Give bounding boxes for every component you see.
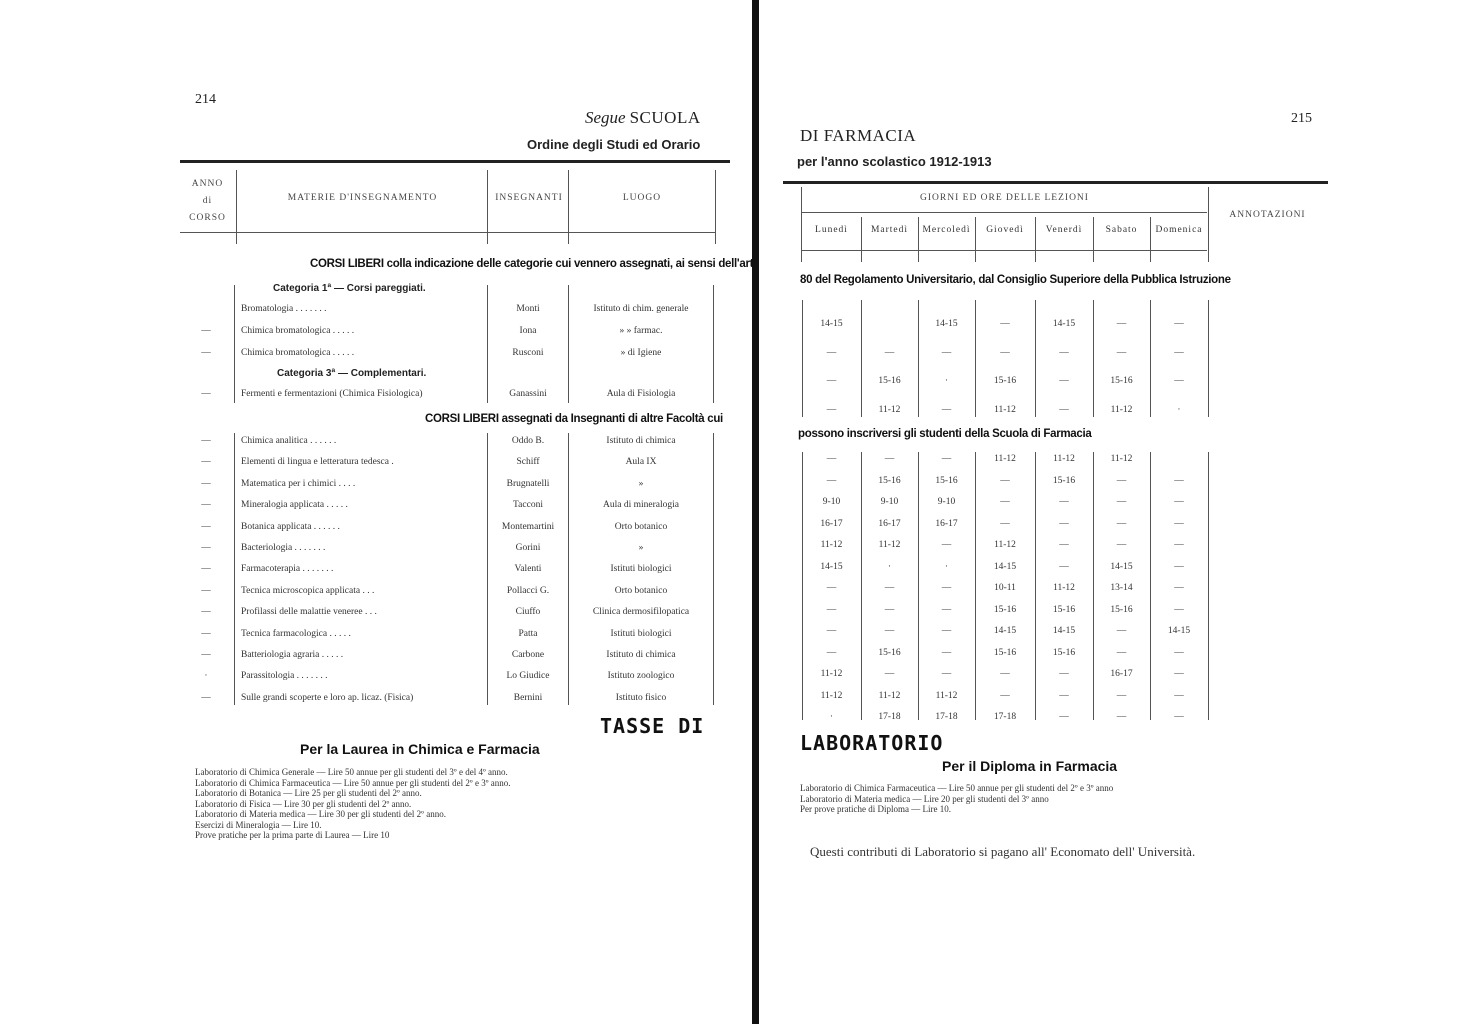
schedule-cell: 14-15 [1052, 626, 1076, 636]
col-anno: ANNO di CORSO [189, 179, 226, 223]
schedule-cell: 9-10 [880, 497, 899, 507]
row-anno: — [201, 478, 211, 489]
fee-line: Laboratorio di Chimica Generale — Lire 50 annue per gli studenti del 3º e del 4º anno. [195, 767, 508, 777]
schedule-divider [1093, 300, 1094, 417]
schedule-divider [1208, 300, 1209, 417]
schedule-cell: — [1116, 712, 1127, 722]
schedule-cell: — [1059, 518, 1069, 529]
schedule-cell: — [941, 347, 952, 358]
row-materia: Parassitologia . . . . . . . [241, 671, 328, 682]
row-insegnante: Schiff [516, 457, 540, 468]
schedule-cell: — [1059, 376, 1069, 386]
schedule-cell: 15-16 [993, 647, 1017, 658]
schedule-cell: — [941, 604, 952, 615]
row-materia: Botanica applicata . . . . . . [241, 521, 340, 532]
row-luogo: Istituti biologici [610, 628, 672, 639]
schedule-cell: — [1000, 669, 1010, 679]
schedule-divider [1150, 300, 1151, 417]
schedule-cell: — [1174, 669, 1184, 679]
schedule-cell: 13-14 [1110, 583, 1133, 593]
schedule-cell: — [826, 626, 837, 636]
header-word: SCUOLA [629, 108, 701, 127]
header-italic: Segue [585, 108, 626, 127]
row-insegnante: Ganassini [509, 389, 547, 399]
row-insegnante: Patta [518, 628, 538, 639]
schedule-cell: 15-16 [1052, 647, 1076, 658]
schedule-cell: — [1174, 583, 1184, 593]
schedule-cell: — [1000, 347, 1010, 358]
schedule-cell: 11-12 [994, 404, 1016, 415]
schedule-cell: — [1116, 475, 1127, 486]
schedule-cell: 11-12 [820, 540, 843, 550]
row-luogo: Clinica dermosifilopatica [592, 607, 690, 618]
top-rule-left [180, 160, 730, 163]
corsi-liberi-heading-1: CORSI LIBERI colla indicazione delle categorie cui vennero assegnati, ai sensi dell'art. [310, 258, 757, 270]
schedule-cell: — [1174, 561, 1184, 572]
row-materia: Sulle grandi scoperte e loro ap. licaz. (Fisica) [241, 692, 414, 703]
annotazioni-header: ANNOTAZIONI [1229, 210, 1306, 220]
page-header-right: DI FARMACIA [800, 126, 917, 145]
schedule-cell: 9-10 [822, 497, 841, 507]
schedule-cell: — [1174, 647, 1184, 658]
row-luogo: Orto botanico [614, 585, 668, 596]
row-luogo: Istituto di chimica [606, 650, 676, 660]
schedule-cell: 16-17 [878, 518, 901, 529]
schedule-divider [861, 300, 862, 417]
schedule-cell: 11-12 [1110, 404, 1133, 415]
row-materia: Profilassi delle malattie veneree . . . [241, 607, 377, 618]
schedule-cell: — [1174, 690, 1184, 701]
schedule-cell: 11-12 [878, 690, 901, 701]
fee-line: Laboratorio di Fisica — Lire 30 per gli studenti del 2º anno. [195, 798, 412, 809]
row-materia: Elementi di lingua e letteratura tedesca . [241, 457, 394, 468]
schedule-cell: 14-15 [1052, 319, 1076, 329]
row-anno: — [201, 326, 211, 336]
schedule-cell: — [1116, 626, 1127, 636]
schedule-cell: 16-17 [1110, 669, 1133, 679]
row-insegnante: Bernini [513, 692, 543, 703]
row-materia: Chimica bromatologica . . . . . [241, 348, 355, 358]
laurea-fees-list [195, 767, 510, 841]
schedule-cell: — [1059, 497, 1069, 507]
day-divider [1208, 217, 1209, 262]
schedule-cell: — [1116, 690, 1127, 701]
row-insegnante: Rusconi [512, 348, 544, 358]
schedule-cell: 15-16 [878, 376, 901, 386]
row-luogo: Aula di Fisiologia [606, 389, 676, 399]
schedule-cell: 14-15 [1110, 561, 1133, 572]
schedule-cell: · [887, 561, 892, 572]
schedule-cell: — [941, 583, 952, 593]
day-header: Mercoledì [922, 225, 971, 235]
row-luogo: Istituto fisico [615, 692, 667, 703]
diploma-title: Per il Diploma in Farmacia [942, 758, 1118, 774]
row-insegnante: Brugnatelli [506, 478, 550, 489]
schedule-cell: — [1059, 540, 1069, 550]
categoria-1-heading: Categoria 1ª — Corsi pareggiati. [273, 283, 426, 294]
schedule-cell: — [941, 540, 952, 550]
schedule-cell: 11-12 [1053, 454, 1075, 464]
schedule-cell: 15-16 [1052, 604, 1076, 615]
categoria-3-heading: Categoria 3ª — Complementari. [277, 368, 427, 379]
row-anno: — [201, 692, 211, 703]
schedule-cell: — [1174, 319, 1184, 329]
schedule-cell: 10-11 [994, 583, 1016, 593]
schedule-cell: — [1116, 319, 1127, 329]
schedule-cell: — [826, 647, 837, 658]
schedule-cell: · [944, 376, 949, 386]
row-materia: Mineralogia applicata . . . . . [241, 500, 348, 511]
giorni-header: GIORNI ED ORE DELLE LEZIONI [920, 193, 1089, 203]
schedule-cell: — [941, 454, 952, 464]
schedule-cell: 15-16 [878, 475, 901, 486]
row-anno: — [201, 564, 211, 575]
top-rule-right [783, 181, 1328, 184]
row-luogo: Istituto di chim. generale [593, 304, 689, 314]
schedule-cell: 15-16 [1110, 376, 1133, 386]
schedule-cell: — [826, 404, 837, 415]
row-insegnante: Oddo B. [511, 436, 545, 446]
schedule-cell: 11-12 [878, 404, 901, 415]
schedule-cell: — [1174, 540, 1184, 550]
fee-line: Esercizi di Mineralogia — Lire 10. [195, 819, 322, 830]
day-header: Venerdì [1045, 225, 1083, 235]
day-header: Giovedì [986, 225, 1024, 235]
row-luogo: » » farmac. [619, 326, 663, 336]
row-anno: — [201, 628, 211, 639]
row-luogo: Istituti biologici [610, 564, 672, 575]
schedule-cell: 17-18 [935, 712, 958, 722]
laurea-title: Per la Laurea in Chimica e Farmacia [300, 741, 540, 757]
schedule-cell: — [884, 583, 895, 593]
schedule-cell: — [1116, 347, 1127, 358]
regolamento-line: 80 del Regolamento Universitario, dal Consiglio Superiore della Pubblica Istruzione [800, 274, 1231, 286]
schedule-cell: 11-12 [935, 690, 958, 701]
schedule-cell: 14-15 [820, 561, 843, 572]
row-luogo: Aula di mineralogia [603, 500, 679, 511]
schedule-cell: — [1174, 475, 1184, 486]
row-luogo: » [638, 478, 644, 489]
schedule-cell: 17-18 [878, 712, 901, 722]
schedule-cell: — [1174, 347, 1184, 358]
schedule-cell: 11-12 [878, 540, 901, 550]
schedule-divider [918, 300, 919, 417]
schedule-cell: 15-16 [993, 376, 1017, 386]
schedule-cell: — [1174, 518, 1184, 529]
schedule-cell: — [1174, 376, 1184, 386]
schedule-cell: — [1000, 690, 1010, 701]
schedule-divider [1208, 452, 1209, 720]
row-anno: — [201, 436, 211, 446]
col-materie: MATERIE D'INSEGNAMENTO [287, 193, 438, 203]
schedule-cell: 11-12 [820, 690, 843, 701]
day-divider [918, 217, 919, 262]
row-insegnante: Ciuffo [515, 607, 541, 618]
schedule-cell: — [1116, 518, 1127, 529]
row-anno: — [201, 543, 211, 553]
row-anno: — [201, 457, 211, 468]
row-insegnante: Gorini [515, 543, 541, 553]
day-divider [861, 217, 862, 262]
schedule-cell: · [1177, 404, 1181, 415]
col-insegnanti: INSEGNANTI [495, 193, 563, 203]
row-materia: Chimica analitica . . . . . . [241, 436, 337, 446]
schedule-cell: 15-16 [1052, 475, 1076, 486]
row-materia: Bromatologia . . . . . . . [241, 304, 327, 314]
row-luogo: Aula IX [625, 457, 657, 468]
schedule-cell: 11-12 [1053, 583, 1075, 593]
schedule-cell: 14-15 [820, 319, 843, 329]
row-anno: — [201, 389, 211, 399]
row-anno: — [201, 650, 211, 660]
schedule-cell: — [826, 347, 837, 358]
corsi-liberi-heading-2: CORSI LIBERI assegnati da Insegnanti di altre Facoltà cui [425, 413, 723, 425]
schedule-cell: — [1059, 404, 1069, 415]
schedule-cell: 11-12 [994, 540, 1016, 550]
schedule-cell: — [826, 475, 837, 486]
row-materia: Bacteriologia . . . . . . . [241, 543, 326, 553]
row-luogo: Istituto di chimica [606, 436, 676, 446]
schedule-cell: — [1059, 669, 1069, 679]
schedule-cell: 11-12 [820, 669, 843, 679]
row-luogo: » di Igiene [620, 348, 662, 358]
page-number-right: 215 [1291, 111, 1312, 126]
col-luogo: LUOGO [622, 193, 662, 203]
row-materia: Tecnica farmacologica . . . . . [241, 628, 351, 639]
schedule-cell: 9-10 [937, 497, 956, 507]
schedule-cell: — [1174, 604, 1184, 615]
fee-line: Laboratorio di Botanica — Lire 25 per gli studenti del 2º anno. [195, 788, 422, 798]
fee-line: Laboratorio di Chimica Farmaceutica — Lire 50 annue per gli studenti del 2º e 3º anno. [195, 777, 511, 788]
schedule-cell: — [826, 454, 837, 464]
day-divider [1093, 217, 1094, 262]
tasse-title: TASSE DI [600, 714, 705, 738]
day-header: Martedì [870, 225, 909, 235]
schedule-cell: — [884, 626, 895, 636]
schedule-cell: — [1116, 497, 1127, 507]
schedule-cell: — [1116, 647, 1127, 658]
row-luogo: » [638, 543, 644, 553]
fee-line: Prove pratiche per la prima parte di Laurea — Lire 10 [195, 830, 390, 840]
possono-line: possono inscriversi gli studenti della Scuola di Farmacia [798, 428, 1092, 440]
schedule-cell: 14-15 [993, 626, 1017, 636]
row-anno: — [201, 348, 211, 358]
schedule-divider [975, 300, 976, 417]
fee-line: Laboratorio di Materia medica — Lire 20 per gli studenti del 3º anno [800, 793, 1049, 804]
fee-line: Per prove pratiche di Diploma — Lire 10. [800, 804, 951, 814]
day-divider [975, 217, 976, 262]
schedule-cell: 14-15 [935, 319, 958, 329]
schedule-cell: — [884, 347, 895, 358]
schedule-cell: — [884, 669, 895, 679]
schedule-cell: — [1174, 712, 1184, 722]
schedule-cell: — [1059, 561, 1069, 572]
schedule-cell: 15-16 [878, 647, 901, 658]
schedule-cell: — [1059, 347, 1069, 358]
schedule-cell: — [1174, 497, 1184, 507]
diploma-fees-list [800, 783, 1113, 815]
row-anno: · [204, 671, 208, 682]
day-header: Sabato [1105, 225, 1138, 235]
schedule-cell: 16-17 [935, 518, 958, 529]
row-insegnante: Monti [516, 304, 540, 314]
schedule-cell: — [941, 404, 952, 415]
day-header: Domenica [1155, 225, 1203, 235]
fee-line: Laboratorio di Materia medica — Lire 30 per gli studenti del 2º anno. [195, 809, 446, 819]
schedule-cell: — [941, 626, 952, 636]
day-divider [1150, 217, 1151, 262]
row-materia: Chimica bromatologica . . . . . [241, 326, 355, 336]
row-insegnante: Lo Giudice [506, 671, 550, 682]
row-materia: Batteriologia agraria . . . . . [241, 650, 344, 660]
row-insegnante: Pollacci G. [506, 585, 550, 596]
laboratorio-title: LABORATORIO [800, 731, 944, 755]
row-luogo: Istituto zoologico [607, 671, 675, 682]
schedule-cell: 14-15 [1167, 626, 1191, 636]
page-number-left: 214 [195, 92, 216, 107]
schedule-cell: — [1000, 497, 1010, 507]
schedule-cell: — [826, 583, 837, 593]
schedule-cell: 15-16 [935, 475, 958, 486]
schedule-cell: — [1000, 319, 1010, 329]
row-materia: Farmacoterapia . . . . . . . [241, 564, 334, 575]
schedule-divider [1035, 300, 1036, 417]
row-luogo: Orto botanico [614, 521, 668, 532]
row-insegnante: Tacconi [513, 500, 543, 511]
row-materia: Fermenti e fermentazioni (Chimica Fisiologica) [241, 389, 423, 399]
schedule-cell: 15-16 [1110, 604, 1133, 615]
schedule-cell: — [1000, 518, 1010, 529]
schedule-cell: — [826, 376, 837, 386]
schedule-cell: — [884, 604, 895, 615]
schedule-cell: — [941, 669, 952, 679]
fee-line: Laboratorio di Chimica Farmaceutica — Lire 50 annue per gli studenti del 2º e 3º anno [800, 783, 1114, 793]
schedule-cell: — [826, 604, 837, 615]
row-anno: — [201, 521, 211, 532]
schedule-cell: — [884, 454, 895, 464]
schedule-cell: — [1000, 475, 1010, 486]
row-materia: Tecnica microscopica applicata . . . [241, 585, 375, 596]
row-anno: — [201, 500, 211, 511]
row-materia: Matematica per i chimici . . . . [241, 478, 356, 489]
row-insegnante: Carbone [511, 650, 545, 660]
subheader-right: per l'anno scolastico 1912-1913 [797, 154, 992, 169]
final-note: Questi contributi di Laboratorio si pagano all' Economato dell' Università. [810, 844, 1196, 859]
schedule-cell: — [1116, 540, 1127, 550]
row-anno: — [201, 607, 211, 618]
subheader-left: Ordine degli Studi ed Orario [527, 137, 701, 152]
schedule-cell: — [1059, 712, 1069, 722]
row-insegnante: Valenti [514, 564, 542, 575]
schedule-cell: 11-12 [1110, 454, 1133, 464]
schedule-cell: 17-18 [993, 712, 1017, 722]
day-divider [1035, 217, 1036, 262]
row-anno: — [201, 585, 211, 596]
schedule-cell: — [1059, 690, 1069, 701]
page-header-left [585, 108, 701, 128]
schedule-cell: — [941, 647, 952, 658]
schedule-cell: · [829, 712, 834, 722]
schedule-divider [802, 300, 803, 417]
schedule-cell: 16-17 [820, 518, 843, 529]
schedule-cell: 14-15 [993, 561, 1017, 572]
row-insegnante: Iona [519, 326, 537, 336]
schedule-cell: 15-16 [993, 604, 1017, 615]
book-spine [752, 0, 759, 1024]
schedule-cell: · [944, 561, 949, 572]
row-insegnante: Montemartini [501, 521, 555, 532]
day-header: Lunedì [815, 225, 848, 235]
schedule-cell: 11-12 [994, 454, 1016, 464]
